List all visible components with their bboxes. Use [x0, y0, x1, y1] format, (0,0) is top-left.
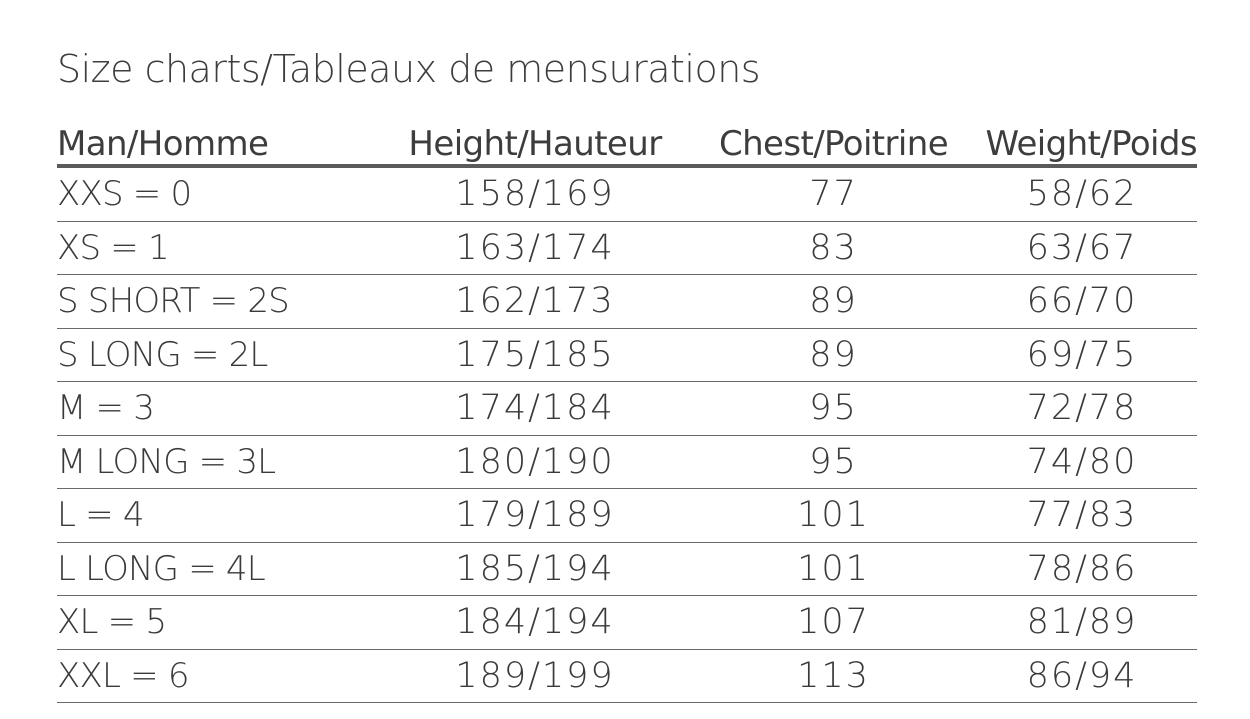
chest-value: 101: [700, 489, 967, 543]
table-row: [57, 166, 1197, 221]
table-header: [57, 120, 1197, 166]
size-label: XL = 5: [57, 596, 370, 650]
height-value: 180/190: [370, 435, 700, 489]
table-row: [57, 596, 1197, 650]
height-value: 189/199: [370, 649, 700, 703]
page-title: Size charts/Tableaux de mensurations: [57, 47, 761, 91]
weight-value: 69/75: [967, 328, 1197, 382]
height-value: 184/194: [370, 596, 700, 650]
size-label: XS = 1: [57, 221, 370, 275]
chest-value: 101: [700, 542, 967, 596]
size-label: L LONG = 4L: [57, 542, 370, 596]
chest-value: 95: [700, 382, 967, 436]
weight-value: 81/89: [967, 596, 1197, 650]
table-row: [57, 649, 1197, 703]
chest-value: 89: [700, 328, 967, 382]
table-row: [57, 328, 1197, 382]
column-header-height: Height/Hauteur: [370, 120, 700, 166]
size-label: M LONG = 3L: [57, 435, 370, 489]
size-label: S LONG = 2L: [57, 328, 370, 382]
height-value: 158/169: [370, 166, 700, 221]
height-value: 174/184: [370, 382, 700, 436]
size-label: M = 3: [57, 382, 370, 436]
table-row: [57, 221, 1197, 275]
size-label: L = 4: [57, 489, 370, 543]
chest-value: 89: [700, 275, 967, 329]
size-label: XXL = 6: [57, 649, 370, 703]
header-row: [57, 120, 1197, 166]
weight-value: 74/80: [967, 435, 1197, 489]
column-header-chest: Chest/Poitrine: [700, 120, 967, 166]
height-value: 179/189: [370, 489, 700, 543]
column-header-man: Man/Homme: [57, 120, 370, 166]
column-header-weight: Weight/Poids: [967, 120, 1197, 166]
table-row: [57, 489, 1197, 543]
weight-value: 72/78: [967, 382, 1197, 436]
weight-value: 58/62: [967, 166, 1197, 221]
chest-value: 83: [700, 221, 967, 275]
height-value: 185/194: [370, 542, 700, 596]
weight-value: 66/70: [967, 275, 1197, 329]
weight-value: 77/83: [967, 489, 1197, 543]
chest-value: 95: [700, 435, 967, 489]
size-label: S SHORT = 2S: [57, 275, 370, 329]
height-value: 162/173: [370, 275, 700, 329]
height-value: 163/174: [370, 221, 700, 275]
table-body: [57, 166, 1197, 703]
table-row: [57, 275, 1197, 329]
table-row: [57, 435, 1197, 489]
weight-value: 86/94: [967, 649, 1197, 703]
chest-value: 77: [700, 166, 967, 221]
chest-value: 113: [700, 649, 967, 703]
weight-value: 63/67: [967, 221, 1197, 275]
table-row: [57, 382, 1197, 436]
size-table: [57, 120, 1197, 703]
table-row: [57, 542, 1197, 596]
height-value: 175/185: [370, 328, 700, 382]
chest-value: 107: [700, 596, 967, 650]
weight-value: 78/86: [967, 542, 1197, 596]
size-label: XXS = 0: [57, 166, 370, 221]
